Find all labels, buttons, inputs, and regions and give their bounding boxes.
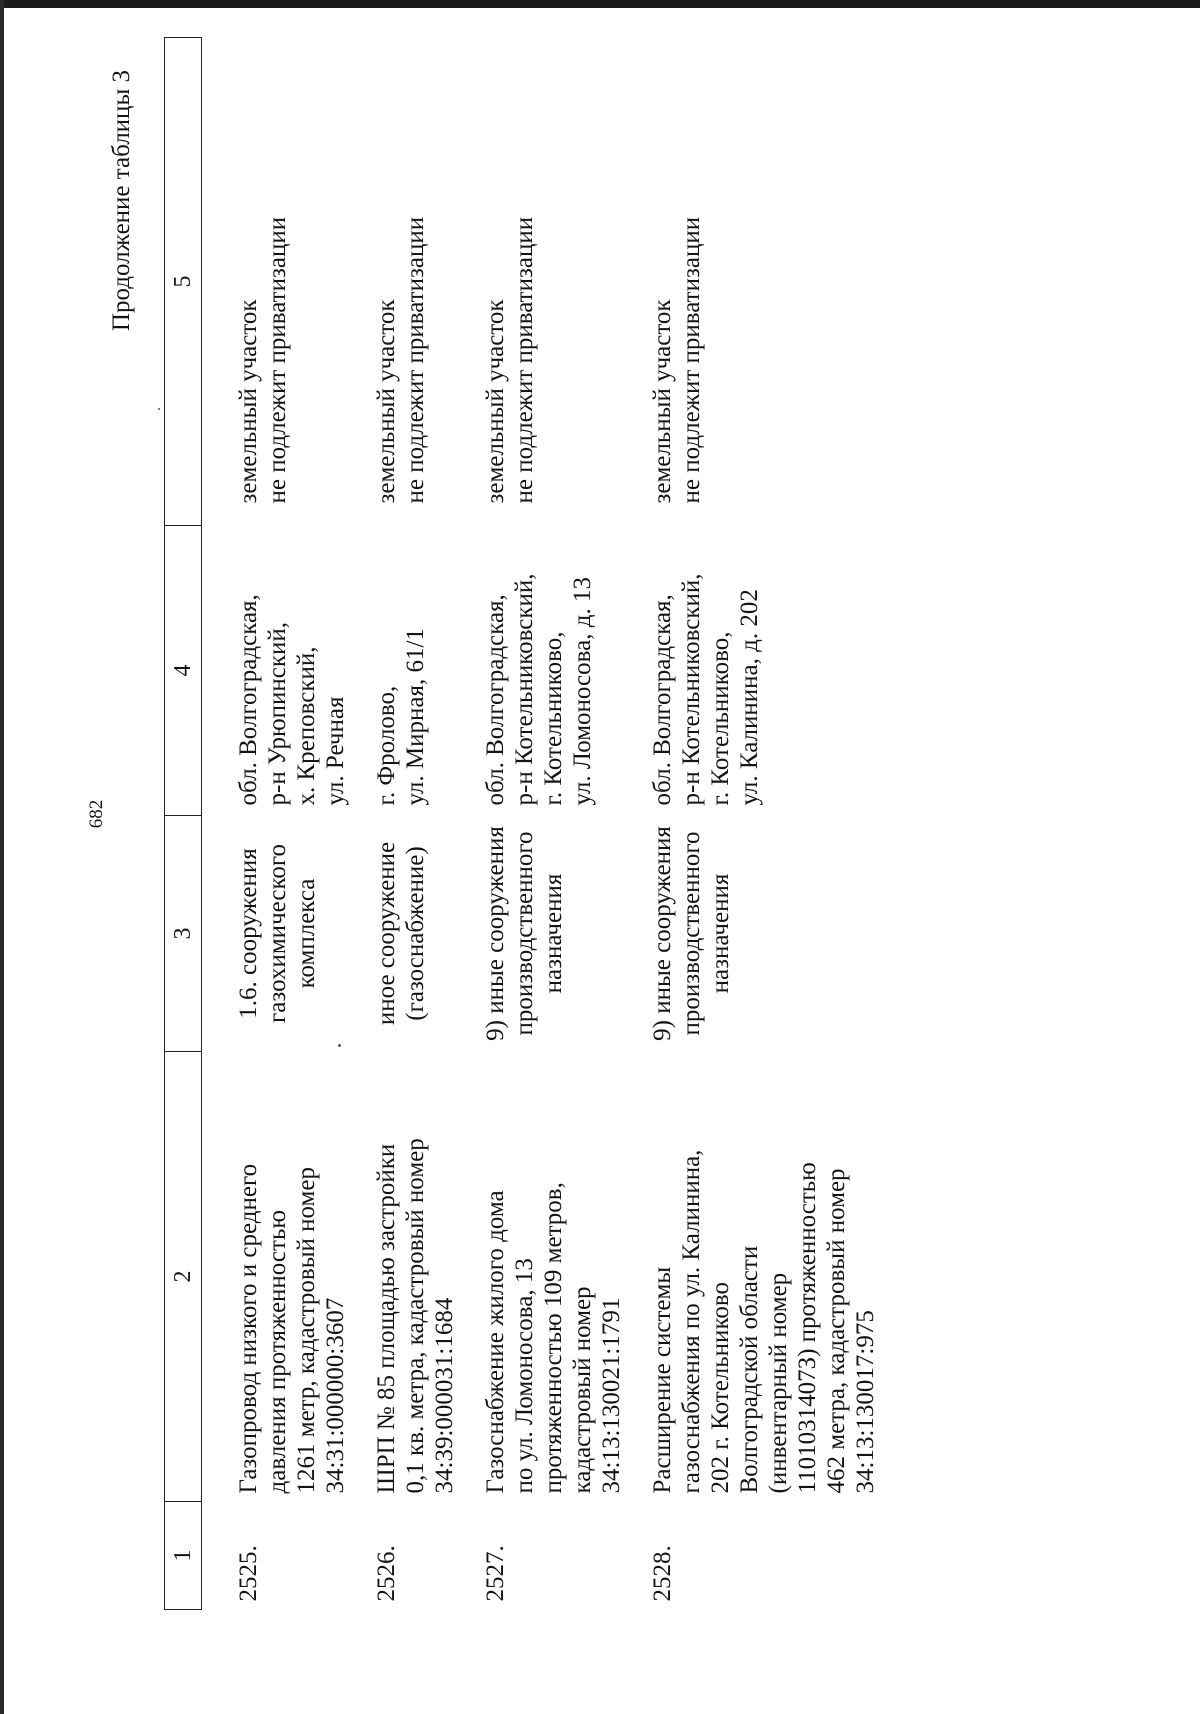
row-number: 2528. (649, 1545, 676, 1602)
object-type: 9) иные сооружения производственного назначения (649, 826, 734, 1041)
table-row (202, 38, 373, 1610)
object-note: земельный участок не подлежит приватизации (482, 216, 538, 504)
header-col-4: 4 (165, 526, 202, 816)
table-caption: Продолжение таблицы 3 (108, 70, 135, 332)
row-number: 2527. (482, 1545, 509, 1602)
object-note: земельный участок не подлежит приватизации (373, 216, 429, 504)
object-type: иное сооружение (газоснабжение) (373, 841, 429, 1026)
object-name: Расширение системы газоснабжения по ул. Калинина, 202 г. Котельниково Волгоградской области (инвентарный номер 1101031407З) протяженностью 462 метра, кадастровый номер 34:13:130017:975 (649, 1149, 879, 1494)
object-type: 9) иные сооружения производственного назначения (482, 826, 567, 1041)
object-name: ШРП № 85 площадью застройки 0,1 кв. метра, кадастровый номер 34:39:000031:1684 (373, 1138, 458, 1494)
header-col-3: 3 (165, 816, 202, 1052)
row-number: 2526. (373, 1545, 400, 1602)
header-col-2: 2 (165, 1052, 202, 1502)
object-note: земельный участок не подлежит приватизации (649, 216, 705, 504)
object-note: земельный участок не подлежит приватизации (235, 216, 291, 504)
object-name: Газопровод низкого и среднего давления протяженностью 1261 метр, кадастровый номер 34:31:000000:3607 (235, 1163, 349, 1494)
table-row (648, 38, 902, 1610)
object-address: обл. Волгоградская, р-н Котельниковский, г. Котельниково, ул. Ломоносова, д. 13 (482, 573, 596, 806)
table-row (481, 38, 648, 1610)
object-address: обл. Волгоградская, р-н Котельниковский, г. Котельниково, ул. Калинина, д. 202 (649, 573, 763, 806)
table-header (165, 38, 202, 1610)
header-col-5: 5 (165, 38, 202, 526)
row-number: 2525. (235, 1545, 262, 1602)
object-address: г. Фролово, ул. Мирная, 61/1 (373, 628, 429, 806)
object-type: 1.6. сооружения газохимического комплекса (235, 844, 320, 1023)
object-name: Газоснабжение жилого дома по ул. Ломоносова, 13 протяженностью 109 метров, кадастровый номер 34:13:130021:1791 (482, 1182, 625, 1494)
table-row (372, 38, 481, 1610)
page-number: 682 (86, 799, 107, 829)
property-table (164, 37, 902, 1610)
object-address: обл. Волгоградская, р-н Урюпинский, х. Креповский, ул. Речная (235, 594, 349, 806)
header-col-1: 1 (165, 1502, 202, 1610)
